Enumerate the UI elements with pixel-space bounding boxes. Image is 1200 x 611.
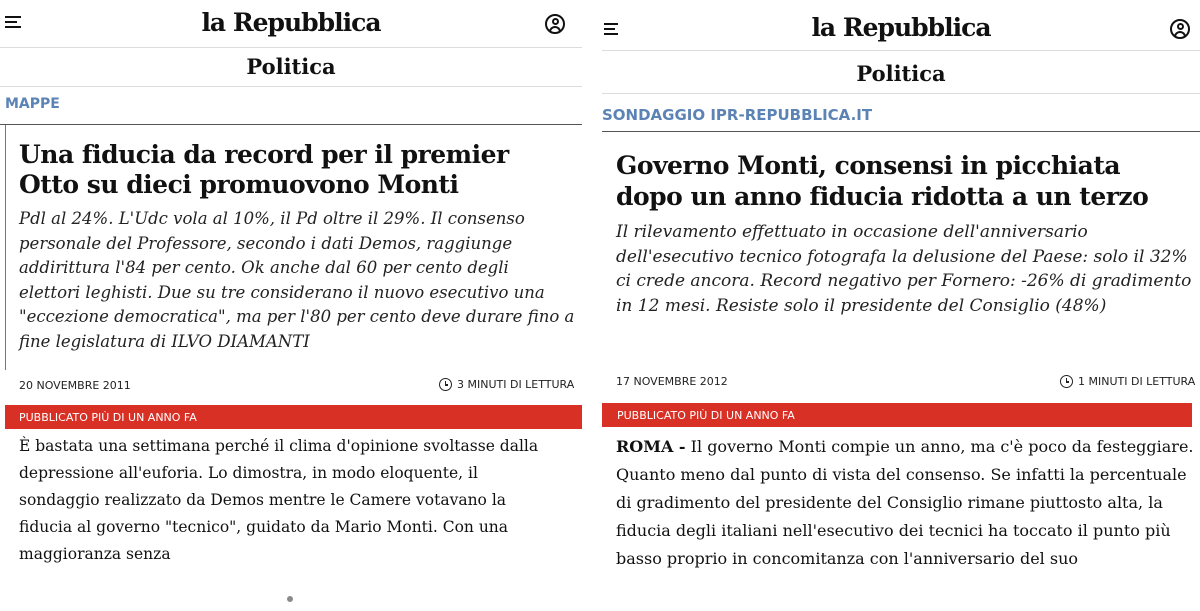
published-notice-banner: PUBBLICATO PIÙ DI UN ANNO FA <box>5 405 582 429</box>
article-body-text: Il governo Monti compie un anno, ma c'è poco da festeggiare. Quanto meno dal punto di vista del consenso. Se infatti la percentuale di gradimento del presidente del Consiglio rimane piuttosto alta, la fiducia degli italiani nell'esecutivo dei tecnici ha toccato il punto più basso proprio in concomitanza con l'anniversario del suo <box>616 437 1194 568</box>
pagination-dot[interactable] <box>287 596 293 602</box>
site-logo[interactable]: la Repubblica <box>811 13 991 42</box>
reading-time <box>439 378 574 391</box>
section-title[interactable]: Politica <box>602 55 1200 94</box>
clock-icon <box>439 378 452 391</box>
published-notice-banner: PUBBLICATO PIÙ DI UN ANNO FA <box>602 403 1192 427</box>
article-body: È bastata una settimana perché il clima d'opinione svoltasse dalla depressione all'euforia. Lo dimostra, in modo eloquente, il sondaggio realizzato da Demos mentre le Camere votavano la fiducia al governo "tecnico", guidato da Mario Monti. Con una maggioranza senza <box>19 437 539 563</box>
reading-time-label: 3 MINUTI DI LETTURA <box>457 378 575 391</box>
headline-line: Otto su dieci promuovono Monti <box>19 170 459 199</box>
kicker-divider <box>0 124 582 125</box>
article-headline <box>616 150 1200 212</box>
publish-date: 20 NOVEMBRE 2011 <box>19 379 131 392</box>
article-headline <box>19 140 579 200</box>
reading-time <box>1060 375 1195 388</box>
headline-line: dopo un anno fiducia ridotta a un terzo <box>616 182 1149 211</box>
headline-line: Governo Monti, consensi in picchiata <box>616 151 1121 180</box>
section-title[interactable]: Politica <box>0 48 582 87</box>
user-account-icon[interactable] <box>1170 19 1190 39</box>
article-body <box>616 433 1196 573</box>
reading-time-label: 1 MINUTI DI LETTURA <box>1078 375 1196 388</box>
kicker-divider <box>602 131 1200 132</box>
left-rule <box>5 125 6 370</box>
clock-icon <box>1060 375 1073 388</box>
publish-date: 17 NOVEMBRE 2012 <box>616 375 728 388</box>
headline-line: Una fiducia da record per il premier <box>19 140 509 169</box>
top-bar <box>602 5 1200 51</box>
article-summary: Pdl al 24%. L'Udc vola al 10%, il Pd oltre il 29%. Il consenso personale del Professore, secondo i dati Demos, raggiunge addirittura l'84 per cento. Ok anche dal 60 per cento degli elettori leghisti. Due su tre considerano il nuovo esecutivo una "eccezione democratica", ma per l'80 per cento deve durare fino a fine legislatura di ILVO DIAMANTI <box>19 209 575 351</box>
article-summary: Il rilevamento effettuato in occasione dell'anniversario dell'esecutivo tecnico fotografa la delusione del Paese: solo il 32% ci crede ancora. Record negativo per Fornero: -26% di gradimento in 12 mesi. Resiste solo il presidente del Consiglio (48%) <box>616 222 1192 316</box>
dateline: ROMA - <box>616 437 686 456</box>
left-article-screenshot <box>0 0 582 563</box>
right-article-screenshot <box>602 5 1200 573</box>
site-logo[interactable]: la Repubblica <box>201 8 381 37</box>
user-account-icon[interactable] <box>545 14 565 34</box>
article-kicker[interactable]: MAPPE <box>5 96 60 112</box>
article-kicker[interactable]: SONDAGGIO IPR-REPUBBLICA.IT <box>602 106 873 124</box>
top-bar <box>0 0 582 48</box>
